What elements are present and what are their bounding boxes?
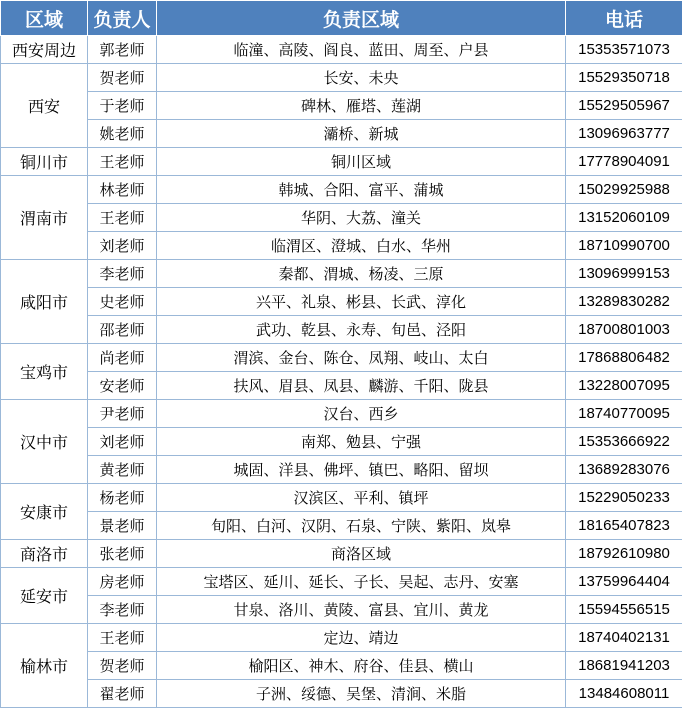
person-cell: 李老师 [88,596,157,624]
area-cell: 汉台、西乡 [157,400,566,428]
area-cell: 汉滨区、平利、镇坪 [157,484,566,512]
area-cell: 兴平、礼泉、彬县、长武、淳化 [157,288,566,316]
phone-cell: 18740402131 [566,624,682,652]
person-cell: 贺老师 [88,652,157,680]
area-cell: 碑林、雁塔、莲湖 [157,92,566,120]
table-row [1,540,682,568]
header-phone: 电话 [566,1,682,36]
area-cell: 子洲、绥德、吴堡、清涧、米脂 [157,680,566,708]
phone-cell: 13228007095 [566,372,682,400]
area-cell: 城固、洋县、佛坪、镇巴、略阳、留坝 [157,456,566,484]
table-row [1,680,682,708]
person-cell: 刘老师 [88,428,157,456]
table-row [1,316,682,344]
header-row [1,1,682,36]
phone-cell: 17868806482 [566,344,682,372]
person-cell: 姚老师 [88,120,157,148]
person-cell: 翟老师 [88,680,157,708]
person-cell: 景老师 [88,512,157,540]
area-cell: 宝塔区、延川、延长、子长、吴起、志丹、安塞 [157,568,566,596]
phone-cell: 15029925988 [566,176,682,204]
table-row [1,596,682,624]
person-cell: 安老师 [88,372,157,400]
region-cell: 宝鸡市 [1,344,88,400]
table-row [1,568,682,596]
area-cell: 旬阳、白河、汉阴、石泉、宁陕、紫阳、岚皋 [157,512,566,540]
phone-cell: 18681941203 [566,652,682,680]
person-cell: 于老师 [88,92,157,120]
phone-cell: 18740770095 [566,400,682,428]
table-row [1,92,682,120]
header-region: 区域 [1,1,88,36]
phone-cell: 18165407823 [566,512,682,540]
area-cell: 铜川区域 [157,148,566,176]
person-cell: 林老师 [88,176,157,204]
region-cell: 安康市 [1,484,88,540]
area-cell: 榆阳区、神木、府谷、佳县、横山 [157,652,566,680]
area-cell: 渭滨、金台、陈仓、凤翔、岐山、太白 [157,344,566,372]
person-cell: 李老师 [88,260,157,288]
region-cell: 铜川市 [1,148,88,176]
person-cell: 邵老师 [88,316,157,344]
person-cell: 尚老师 [88,344,157,372]
table-body [1,36,682,708]
header-person: 负责人 [88,1,157,36]
phone-cell: 13759964404 [566,568,682,596]
region-cell: 西安周边 [1,36,88,64]
region-cell: 榆林市 [1,624,88,708]
region-cell: 汉中市 [1,400,88,484]
region-cell: 咸阳市 [1,260,88,344]
region-cell: 渭南市 [1,176,88,260]
phone-cell: 13152060109 [566,204,682,232]
area-cell: 武功、乾县、永寿、旬邑、泾阳 [157,316,566,344]
person-cell: 张老师 [88,540,157,568]
table-row [1,288,682,316]
area-cell: 甘泉、洛川、黄陵、富县、宜川、黄龙 [157,596,566,624]
table-row [1,652,682,680]
table-row [1,400,682,428]
phone-cell: 13689283076 [566,456,682,484]
table-row [1,148,682,176]
area-cell: 扶风、眉县、凤县、麟游、千阳、陇县 [157,372,566,400]
phone-cell: 15353571073 [566,36,682,64]
table-row [1,484,682,512]
phone-cell: 15594556515 [566,596,682,624]
table-row [1,120,682,148]
person-cell: 房老师 [88,568,157,596]
area-cell: 南郑、勉县、宁强 [157,428,566,456]
person-cell: 黄老师 [88,456,157,484]
area-cell: 灞桥、新城 [157,120,566,148]
phone-cell: 15529505967 [566,92,682,120]
phone-cell: 15229050233 [566,484,682,512]
phone-cell: 15529350718 [566,64,682,92]
phone-cell: 15353666922 [566,428,682,456]
table-row [1,64,682,92]
person-cell: 贺老师 [88,64,157,92]
table-header [1,1,682,36]
person-cell: 史老师 [88,288,157,316]
phone-cell: 13096963777 [566,120,682,148]
person-cell: 王老师 [88,624,157,652]
phone-cell: 18792610980 [566,540,682,568]
person-cell: 杨老师 [88,484,157,512]
phone-cell: 13484608011 [566,680,682,708]
person-cell: 尹老师 [88,400,157,428]
table-row [1,456,682,484]
person-cell: 王老师 [88,204,157,232]
area-cell: 韩城、合阳、富平、蒲城 [157,176,566,204]
table-row [1,512,682,540]
person-cell: 王老师 [88,148,157,176]
person-cell: 刘老师 [88,232,157,260]
area-cell: 秦都、渭城、杨凌、三原 [157,260,566,288]
region-cell: 商洛市 [1,540,88,568]
phone-cell: 13289830282 [566,288,682,316]
header-area: 负责区域 [157,1,566,36]
table-row [1,36,682,64]
area-cell: 临潼、高陵、阎良、蓝田、周至、户县 [157,36,566,64]
table-row [1,428,682,456]
area-cell: 临渭区、澄城、白水、华州 [157,232,566,260]
phone-cell: 18700801003 [566,316,682,344]
table-row [1,372,682,400]
person-cell: 郭老师 [88,36,157,64]
region-cell: 延安市 [1,568,88,624]
table-row [1,624,682,652]
table-row [1,204,682,232]
area-cell: 长安、未央 [157,64,566,92]
table-row [1,176,682,204]
phone-cell: 13096999153 [566,260,682,288]
area-cell: 商洛区域 [157,540,566,568]
phone-cell: 17778904091 [566,148,682,176]
area-cell: 华阴、大荔、潼关 [157,204,566,232]
table-row [1,260,682,288]
region-cell: 西安 [1,64,88,148]
area-cell: 定边、靖边 [157,624,566,652]
table-row [1,344,682,372]
phone-cell: 18710990700 [566,232,682,260]
table-row [1,232,682,260]
